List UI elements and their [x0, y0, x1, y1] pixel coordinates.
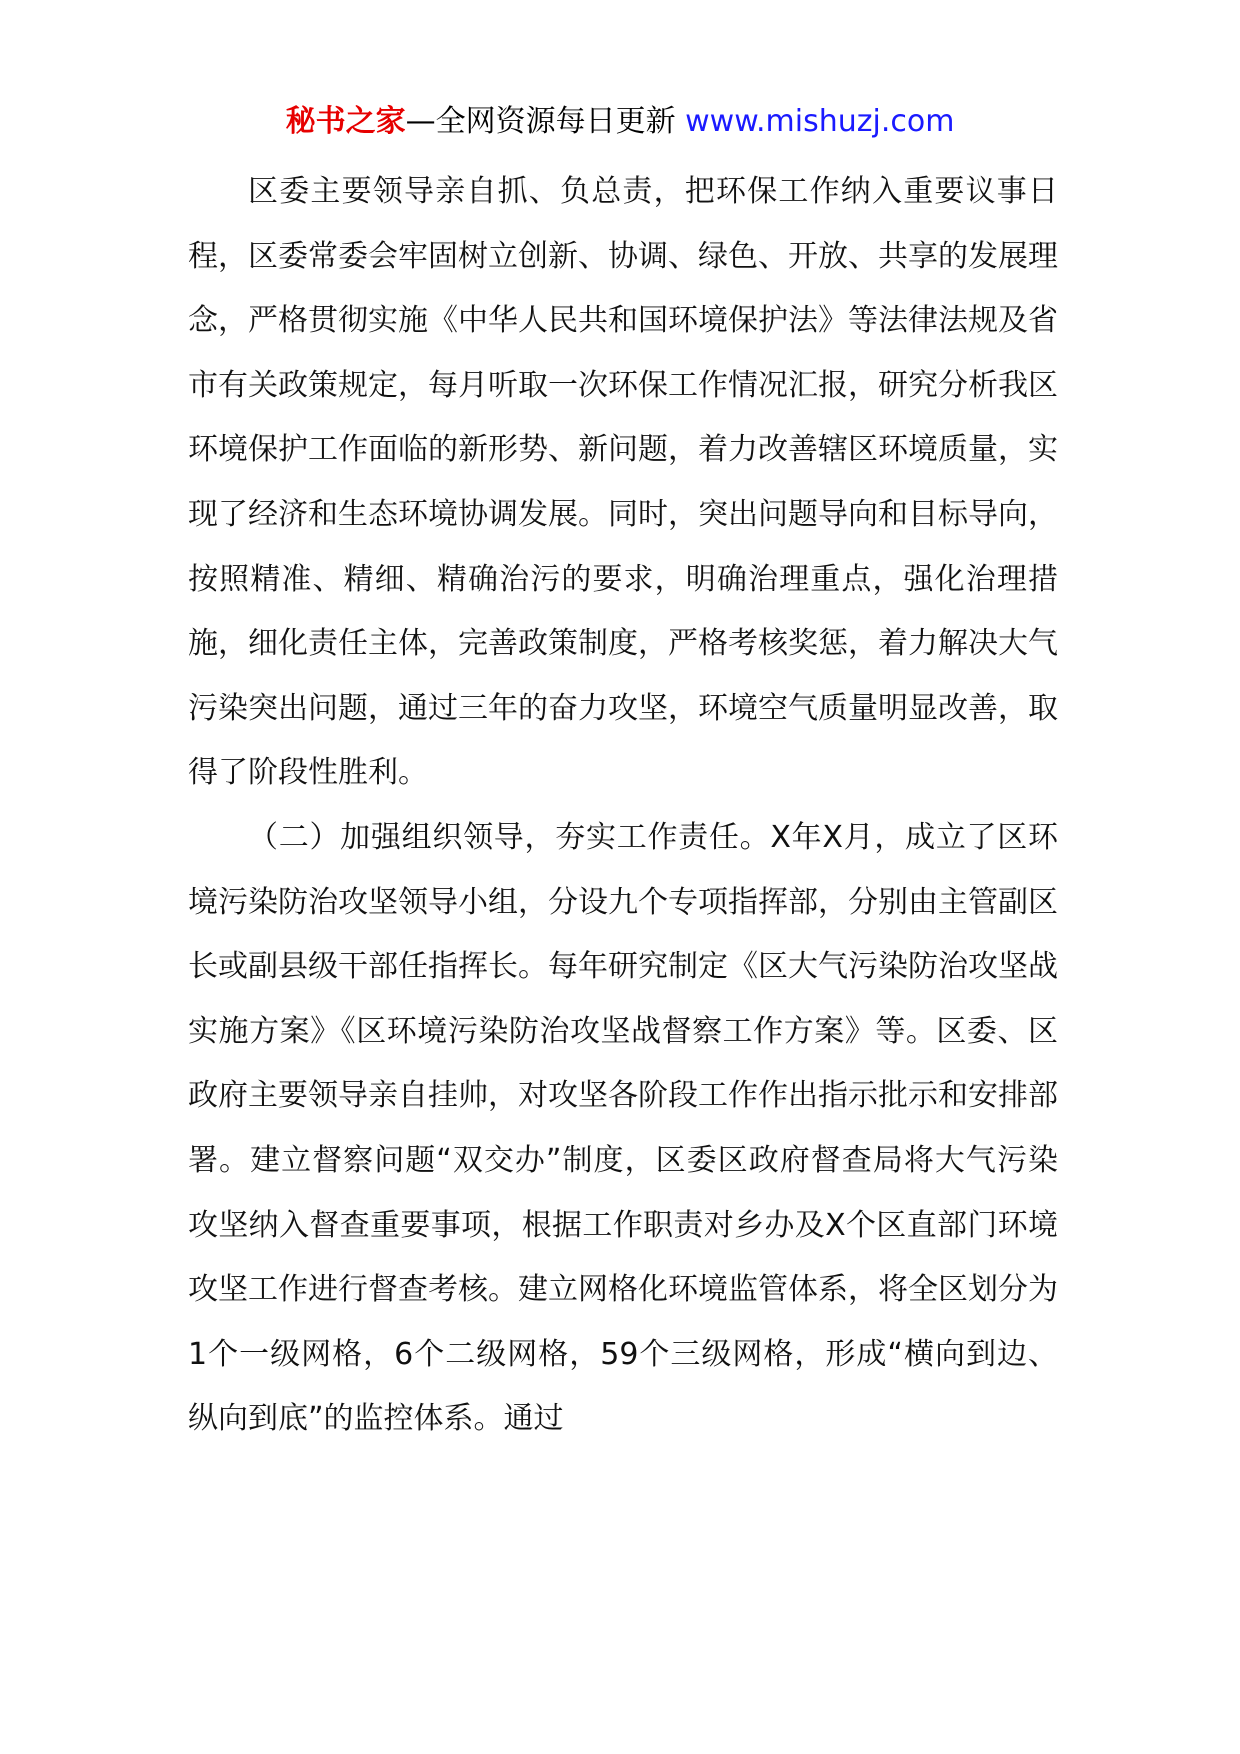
paragraph-2: （二）加强组织领导，夯实工作责任。X年X月，成立了区环境污染防治攻坚领导小组，分设九个专项指挥部，分别由主管副区长或副县级干部任指挥长。每年研究制定《区大气污染防治攻坚战实施方案》《区环境污染防治攻坚战督察工作方案》等。区委、区政府主要领导亲自挂帅，对攻坚各阶段工作作出指示批示和安排部署。建立督察问题“双交办”制度，区委区政府督查局将大气污染攻坚纳入督查重要事项，根据工作职责对乡办及X个区直部门环境攻坚工作进行督查考核。建立网格化环境监管体系，将全区划分为1个一级网格，6个二级网格，59个三级网格，形成“横向到边、纵向到底”的监控体系。通过	[188, 819, 1058, 1437]
site-tagline: —全网资源每日更新	[405, 104, 686, 139]
site-url-link[interactable]: www.mishuzj.com	[685, 104, 955, 139]
site-header	[0, 100, 1240, 144]
site-brand: 秘书之家	[285, 104, 406, 139]
paragraph-1: 区委主要领导亲自抓、负总责，把环保工作纳入重要议事日程，区委常委会牢固树立创新、协调、绿色、开放、共享的发展理念，严格贯彻实施《中华人民共和国环境保护法》等法律法规及省市有关政策规定，每月听取一次环保工作情况汇报，研究分析我区环境保护工作面临的新形势、新问题，着力改善辖区环境质量，实现了经济和生态环境协调发展。同时，突出问题导向和目标导向，按照精准、精细、精确治污的要求，明确治理重点，强化治理措施，细化责任主体，完善政策制度，严格考核奖惩，着力解决大气污染突出问题，通过三年的奋力攻坚，环境空气质量明显改善，取得了阶段性胜利。	[188, 174, 1058, 791]
document-body	[188, 160, 1058, 1452]
